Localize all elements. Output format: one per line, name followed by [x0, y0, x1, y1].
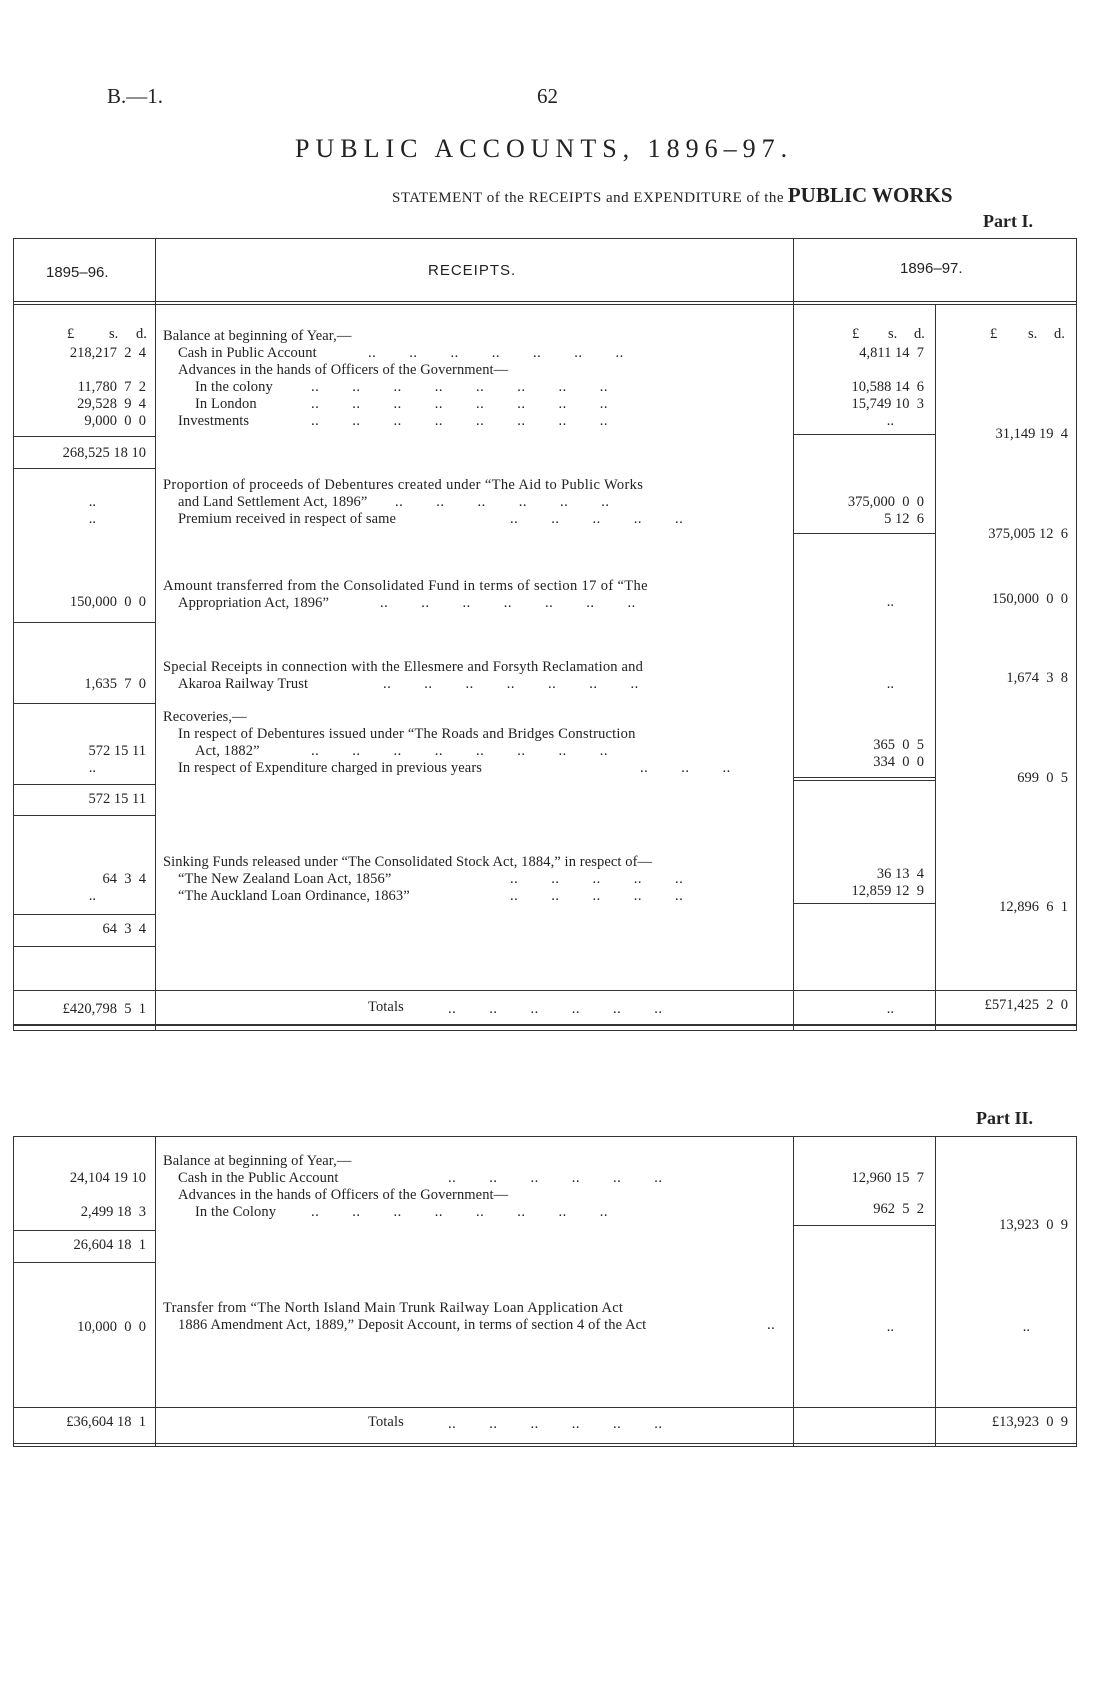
- p2-cur-transfer: ..: [886, 1319, 894, 1335]
- header-receipts: RECEIPTS.: [428, 262, 517, 279]
- p2-colony-label: In the Colony: [195, 1204, 277, 1220]
- transfer-line1: Transfer from “The North Island Main Trunk Railway Loan Application Act: [163, 1300, 624, 1316]
- p2-transfer-total: ..: [1022, 1319, 1030, 1335]
- leader-dots: .. .. .. .. .. .. .. ..: [311, 1204, 608, 1220]
- p2-cur-cash: 12,960 15 7: [851, 1170, 924, 1186]
- p2-prev-colony: 2,499 18 3: [80, 1204, 146, 1220]
- recoveries-line3: In respect of Expenditure charged in previous years: [178, 760, 482, 776]
- leader-dots: .. .. .. .. .. .. .. ..: [311, 743, 608, 759]
- leader-dots: ..: [767, 1317, 776, 1333]
- leader-dots: .. .. .. .. ..: [510, 511, 684, 527]
- p2-advances-label: Advances in the hands of Officers of the Government—: [178, 1187, 509, 1203]
- prev-sinking-total: 64 3 4: [102, 921, 146, 937]
- header-1896-97: 1896–97.: [900, 260, 963, 277]
- leader-dots: .. .. .. .. ..: [510, 871, 684, 887]
- prev-recoveries-total: 572 15 11: [88, 791, 146, 807]
- prev-sinking-1: 64 3 4: [102, 871, 146, 887]
- p2-grand-total: £13,923 0 9: [991, 1414, 1068, 1430]
- consolidated-line1: Amount transferred from the Consolidated Fund in terms of section 17 of “The: [163, 578, 648, 594]
- p2-prev-transfer: 10,000 0 0: [77, 1319, 146, 1335]
- prev-debentures-1: ..: [88, 494, 96, 510]
- prev-recoveries-1: 572 15 11: [88, 743, 146, 759]
- prev-cash: 218,217 2 4: [69, 345, 146, 361]
- debentures-line2: and Land Settlement Act, 1896”: [178, 494, 368, 510]
- investments-label: Investments: [178, 413, 250, 429]
- advances-label: Advances in the hands of Officers of the Government—: [178, 362, 509, 378]
- recoveries-total: 699 0 5: [1017, 770, 1068, 786]
- balance-heading: Balance at beginning of Year,—: [163, 328, 352, 344]
- balance-total: 31,149 19 4: [995, 426, 1068, 442]
- unit-pound: £: [67, 326, 75, 342]
- special-line2: Akaroa Railway Trust: [178, 676, 309, 692]
- totals-label: Totals: [368, 999, 404, 1015]
- recoveries-heading: Recoveries,—: [163, 709, 247, 725]
- grand-total: £571,425 2 0: [984, 997, 1068, 1013]
- leader-dots: .. .. .. .. ..: [510, 888, 684, 904]
- special-total: 1,674 3 8: [1006, 670, 1068, 686]
- debentures-total: 375,005 12 6: [988, 526, 1068, 542]
- transfer-line2: 1886 Amendment Act, 1889,” Deposit Account, in terms of section 4 of the Act: [178, 1317, 647, 1333]
- debentures-line3: Premium received in respect of same: [178, 511, 397, 527]
- consolidated-total: 150,000 0 0: [991, 591, 1068, 607]
- header-1895-96: 1895–96.: [46, 264, 109, 281]
- sinking-total: 12,896 6 1: [999, 899, 1068, 915]
- prev-sinking-2: ..: [88, 888, 96, 904]
- leader-dots: .. .. .. .. .. ..: [448, 1170, 663, 1186]
- cur-consolidated: ..: [886, 594, 894, 610]
- unit-shilling: s.: [109, 326, 119, 342]
- cur-grand-total: ..: [886, 1001, 894, 1017]
- cur-sinking-1: 36 13 4: [876, 866, 924, 882]
- p2-balance-heading: Balance at beginning of Year,—: [163, 1153, 352, 1169]
- leader-dots: .. .. .. .. .. .. .. ..: [311, 379, 608, 395]
- special-line1: Special Receipts in connection with the Ellesmere and Forsyth Reclamation and: [163, 659, 644, 675]
- p2-totals-label: Totals: [368, 1414, 404, 1430]
- consolidated-line2: Appropriation Act, 1896”: [178, 595, 329, 611]
- leader-dots: .. .. .. .. .. ..: [448, 1416, 663, 1432]
- prev-colony: 11,780 7 2: [77, 379, 146, 395]
- recoveries-line1: In respect of Debentures issued under “The Roads and Bridges Construction: [178, 726, 636, 742]
- part1-heading: Part I.: [983, 211, 1033, 231]
- sinking-line1: “The New Zealand Loan Act, 1856”: [178, 871, 392, 887]
- cur-cash: 4,811 14 7: [859, 345, 924, 361]
- leader-dots: .. .. .. .. .. .. .. ..: [311, 413, 608, 429]
- unit-shilling: s.: [1028, 326, 1038, 342]
- unit-pound: £: [852, 326, 860, 342]
- cur-debentures-1: 375,000 0 0: [847, 494, 924, 510]
- colony-label: In the colony: [195, 379, 273, 395]
- cur-sinking-2: 12,859 12 9: [851, 883, 924, 899]
- statement-prefix: STATEMENT of the RECEIPTS and EXPENDITURE of the: [392, 190, 785, 206]
- cur-colony: 10,588 14 6: [851, 379, 924, 395]
- unit-shilling: s.: [888, 326, 898, 342]
- p2-prev-grand-total: £36,604 18 1: [66, 1414, 146, 1430]
- prev-special: 1,635 7 0: [84, 676, 146, 692]
- cash-label: Cash in Public Account: [178, 345, 317, 361]
- unit-pence: d.: [136, 326, 147, 342]
- leader-dots: .. .. .. .. .. ..: [395, 494, 610, 510]
- p2-balance-total: 13,923 0 9: [999, 1217, 1068, 1233]
- leader-dots: .. .. .. .. .. .. ..: [368, 345, 624, 361]
- leader-dots: .. .. .. .. .. ..: [448, 1001, 663, 1017]
- prev-london: 29,528 9 4: [77, 396, 146, 412]
- cur-special: ..: [886, 676, 894, 692]
- cur-recoveries-2: 334 0 0: [873, 754, 924, 770]
- p2-prev-total: 26,604 18 1: [73, 1237, 146, 1253]
- debentures-line1: Proportion of proceeds of Debentures created under “The Aid to Public Works: [163, 477, 644, 493]
- recoveries-line2: Act, 1882”: [195, 743, 260, 759]
- unit-pence: d.: [914, 326, 925, 342]
- p2-prev-cash: 24,104 19 10: [69, 1170, 146, 1186]
- leader-dots: .. .. .. .. .. .. .. ..: [311, 396, 608, 412]
- prev-recoveries-2: ..: [88, 760, 96, 776]
- part2-heading: Part II.: [976, 1108, 1033, 1128]
- page-number: 62: [537, 84, 558, 108]
- statement-bold: PUBLIC WORKS: [787, 183, 953, 207]
- statement-heading: [392, 183, 953, 208]
- unit-pence: d.: [1054, 326, 1065, 342]
- page-title: PUBLIC ACCOUNTS, 1896–97.: [295, 134, 794, 163]
- prev-grand-total: £420,798 5 1: [62, 1001, 146, 1017]
- page-reference: B.—1.: [107, 84, 164, 108]
- sinking-line2: “The Auckland Loan Ordinance, 1863”: [178, 888, 410, 904]
- prev-debentures-2: ..: [88, 511, 96, 527]
- prev-investments: 9,000 0 0: [84, 413, 146, 429]
- prev-balance-total: 268,525 18 10: [62, 445, 146, 461]
- cur-debentures-2: 5 12 6: [884, 511, 924, 527]
- cur-london: 15,749 10 3: [851, 396, 924, 412]
- leader-dots: .. .. .. .. .. .. ..: [383, 676, 639, 692]
- p2-cur-colony: 962 5 2: [873, 1201, 924, 1217]
- london-label: In London: [195, 396, 257, 412]
- unit-pound: £: [990, 326, 998, 342]
- cur-recoveries-1: 365 0 5: [873, 737, 924, 753]
- leader-dots: .. .. ..: [640, 760, 731, 776]
- prev-consolidated: 150,000 0 0: [69, 594, 146, 610]
- cur-investments: ..: [886, 413, 894, 429]
- p2-cash-label: Cash in the Public Account: [178, 1170, 339, 1186]
- leader-dots: .. .. .. .. .. .. ..: [380, 595, 636, 611]
- sinking-heading: Sinking Funds released under “The Consolidated Stock Act, 1884,” in respect of—: [163, 854, 653, 870]
